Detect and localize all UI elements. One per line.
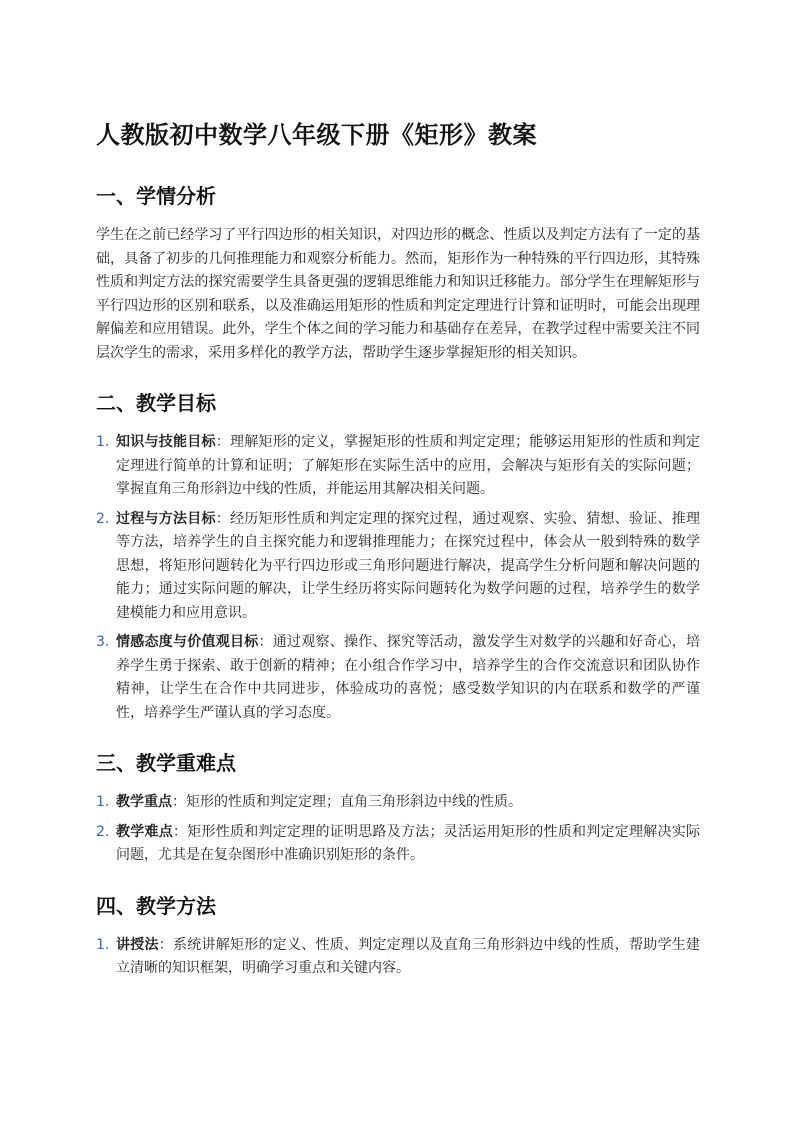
list-text: 矩形性质和判定定理的证明思路及方法；灵活运用矩形的性质和判定定理解决实际问题，尤其是在复杂图形中准确识别矩形的条件。 [116,823,700,863]
list-separator: ： [258,634,273,650]
list-number: 1. [96,434,110,450]
list-text: 理解矩形的定义，掌握矩形的性质和判定定理；能够运用矩形的性质和判定定理进行简单的计算和证明；了解矩形在实际生活中的应用，会解决与矩形有关的实际问题；掌握直角三角形斜边中线的性质，并能运用其解决相关问题。 [116,434,700,497]
section-learner-analysis [96,182,700,365]
goals-list [96,431,700,725]
list-number: 1. [96,794,110,810]
list-separator: ： [215,434,230,450]
list-text: 通过观察、操作、探究等活动，激发学生对数学的兴趣和好奇心，培养学生勇于探索、敢于创新的精神；在小组合作学习中，培养学生的合作交流意识和团队协作精神，让学生在合作中共同进步，体验成功的喜悦；感受数学知识的内在联系和数学的严谨性，培养学生严谨认真的学习态度。 [116,634,700,721]
methods-list [96,934,700,981]
list-item [96,631,700,725]
list-text: 系统讲解矩形的定义、性质、判定定理以及直角三角形斜边中线的性质，帮助学生建立清晰的知识框架，明确学习重点和关键内容。 [116,936,700,976]
list-separator: ： [173,823,188,840]
section-heading: 四、教学方法 [96,893,216,918]
list-item [96,821,700,868]
section-heading: 二、教学目标 [96,391,216,415]
list-separator: ： [158,936,173,953]
document-page [96,118,700,1005]
section-heading: 一、学情分析 [96,184,216,208]
list-item [96,508,700,626]
list-separator: ： [215,510,230,527]
list-number: 2. [96,510,110,527]
section-key-points [96,749,700,868]
list-term: 讲授法 [116,936,159,953]
list-number: 1. [96,936,110,953]
section-heading: 三、教学重难点 [96,751,236,775]
key-points-list [96,791,700,868]
list-term: 知识与技能目标 [116,434,216,450]
list-separator: ： [172,794,186,810]
list-number: 2. [96,823,110,840]
list-term: 情感态度与价值观目标 [116,634,259,650]
list-text: 经历矩形性质和判定定理的探究过程，通过观察、实验、猜想、验证、推理等方法，培养学生的自主探究能力和逻辑推理能力；在探究过程中，体会从一般到特殊的数学思想，将矩形问题转化为平行四边形或三角形问题进行解决，提高学生分析问题和解决问题的能力；通过实际问题的解决，让学生经历将实际问题转化为数学问题的过程，培养学生的数学建模能力和应用意识。 [116,510,700,621]
list-term: 过程与方法目标 [116,510,216,527]
list-number: 3. [96,634,110,650]
list-term: 教学重点 [116,794,172,810]
section-paragraph: 学生在之前已经学习了平行四边形的相关知识，对四边形的概念、性质以及判定方法有了一定的基础，具备了初步的几何推理能力和观察分析能力。然而，矩形作为一种特殊的平行四边形，其特殊性质和判定方法的探究需要学生具备更强的逻辑思维能力和知识迁移能力。部分学生在理解矩形与平行四边形的区别和联系，以及准确运用矩形的性质和判定定理进行计算和证明时，可能会出现理解偏差和应用错误。此外，学生个体之间的学习能力和基础存在差异，在教学过程中需要关注不同层次学生的需求，采用多样化的教学方法，帮助学生逐步掌握矩形的相关知识。 [96,227,700,361]
list-term: 教学难点 [116,823,173,840]
list-text: 矩形的性质和判定定理；直角三角形斜边中线的性质。 [186,794,522,810]
list-item [96,431,700,502]
section-teaching-methods [96,892,700,981]
section-teaching-goals [96,389,700,725]
list-item [96,934,700,981]
list-item [96,791,700,815]
document-title: 人教版初中数学八年级下册《矩形》教案 [96,121,537,149]
